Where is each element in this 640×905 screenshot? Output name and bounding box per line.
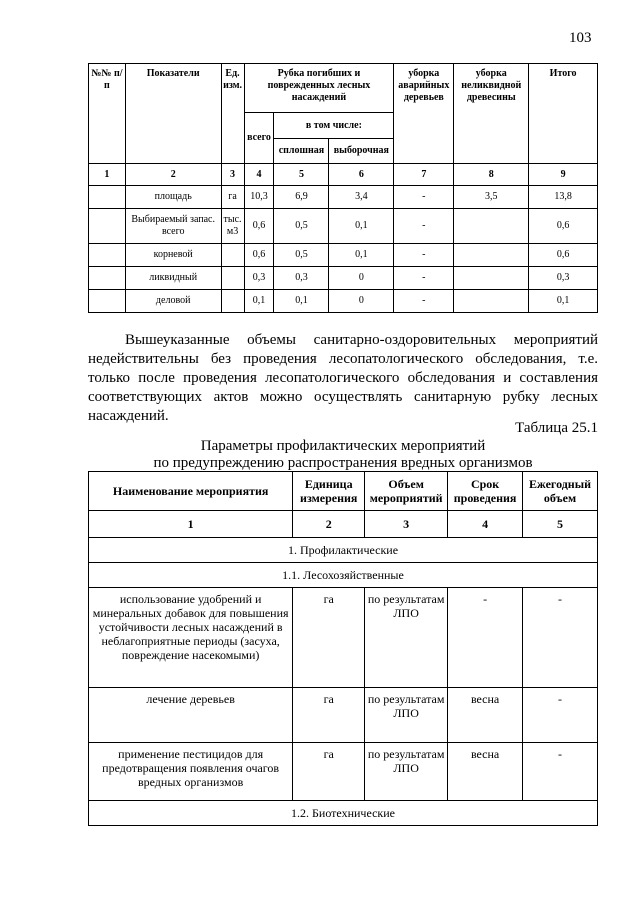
table-row (89, 743, 598, 801)
col-num: 1 (89, 164, 126, 186)
header-selective: выборочная (329, 139, 394, 164)
header-felling: Рубка погибших и поврежденных лесных насаждений (244, 64, 394, 113)
table-cell: 0 (329, 290, 394, 313)
header-clear: сплошная (274, 139, 329, 164)
table-cell: 0,3 (244, 267, 274, 290)
table-cell: весна (448, 688, 523, 743)
table-cell: по результатам ЛПО (365, 743, 448, 801)
column-numbers-row (89, 164, 598, 186)
paragraph-text: Вышеуказанные объемы санитарно-оздоровительных мероприятий недействительны без проведения лесопатологического обследования, т.е. только после проведения лесопатологического обследования и составления соответствующих актов можно осуществлять санитарную рубку лесных насаждений. (88, 332, 598, 424)
table-row (89, 209, 598, 244)
table-cell (454, 244, 529, 267)
table-cell (221, 244, 244, 267)
table-cell (221, 267, 244, 290)
subsection-title: 1.1. Лесохозяйственные (89, 563, 598, 588)
subsection-row (89, 801, 598, 826)
table-cell: деловой (125, 290, 221, 313)
table-cell: 6,9 (274, 186, 329, 209)
header-measure: Наименование мероприятия (89, 472, 293, 511)
header-unit: Единица измерения (293, 472, 365, 511)
felling-volumes-table (88, 63, 598, 313)
header-unit: Ед. изм. (221, 64, 244, 164)
subsection-title: 1.2. Биотехнические (89, 801, 598, 826)
table-row (89, 244, 598, 267)
table-row (89, 267, 598, 290)
table-cell: площадь (125, 186, 221, 209)
col-num: 1 (89, 511, 293, 538)
table-cell: 0,1 (244, 290, 274, 313)
col-num: 4 (244, 164, 274, 186)
header-nonliquid: уборка неликвидной древесины (454, 64, 529, 164)
table-cell: 10,3 (244, 186, 274, 209)
table-cell (89, 209, 126, 244)
table-cell: 3,4 (329, 186, 394, 209)
table-row (89, 186, 598, 209)
col-num: 4 (448, 511, 523, 538)
table-cell: по результатам ЛПО (365, 588, 448, 688)
header-total-all: всего (244, 113, 274, 164)
table-cell (454, 290, 529, 313)
table-cell: 0,6 (244, 209, 274, 244)
table-cell: - (394, 267, 454, 290)
table-cell: 0,6 (244, 244, 274, 267)
header-incl: в том числе: (274, 113, 394, 139)
table-cell: 0,1 (329, 244, 394, 267)
table-row (89, 688, 598, 743)
table-cell: применение пестицидов для предотвращения появления очагов вредных организмов (89, 743, 293, 801)
table-cell: Выбираемый запас. всего (125, 209, 221, 244)
table-cell: 0,5 (274, 209, 329, 244)
subsection-row (89, 563, 598, 588)
col-num: 8 (454, 164, 529, 186)
table-cell: - (523, 743, 598, 801)
table-cell: 0,1 (274, 290, 329, 313)
table-cell: 0,1 (529, 290, 598, 313)
table-cell: - (394, 209, 454, 244)
col-num: 9 (529, 164, 598, 186)
table-cell: - (448, 588, 523, 688)
col-num: 3 (365, 511, 448, 538)
table-cell: тыс. м3 (221, 209, 244, 244)
table-cell: - (394, 244, 454, 267)
table-cell: по результатам ЛПО (365, 688, 448, 743)
table-cell: 0,6 (529, 209, 598, 244)
table-cell: 3,5 (454, 186, 529, 209)
caption-line: Параметры профилактических мероприятий (200, 438, 486, 454)
table-cell (89, 290, 126, 313)
table-cell: - (394, 186, 454, 209)
col-num: 7 (394, 164, 454, 186)
table-cell: - (523, 588, 598, 688)
caption-line: по предупреждению распространения вредных организмов (153, 455, 533, 471)
table-cell: - (394, 290, 454, 313)
header-total: Итого (529, 64, 598, 164)
table-cell: га (221, 186, 244, 209)
table-cell: 0 (329, 267, 394, 290)
table-cell (89, 186, 126, 209)
table-cell: ликвидный (125, 267, 221, 290)
table-cell (454, 209, 529, 244)
table-cell: 13,8 (529, 186, 598, 209)
table-row (89, 290, 598, 313)
col-num: 5 (523, 511, 598, 538)
table-cell (221, 290, 244, 313)
table-cell: лечение деревьев (89, 688, 293, 743)
column-numbers-row (89, 511, 598, 538)
header-volume: Объем мероприятий (365, 472, 448, 511)
table-cell: 0,5 (274, 244, 329, 267)
table-cell (89, 244, 126, 267)
section-title: 1. Профилактические (89, 538, 598, 563)
header-indicator: Показатели (125, 64, 221, 164)
col-num: 6 (329, 164, 394, 186)
col-num: 5 (274, 164, 329, 186)
table-cell: весна (448, 743, 523, 801)
table-cell: 0,3 (274, 267, 329, 290)
page-number: 103 (569, 30, 592, 46)
header-term: Срок проведения (448, 472, 523, 511)
col-num: 2 (293, 511, 365, 538)
table-label: Таблица 25.1 (515, 420, 598, 436)
body-paragraph (88, 331, 598, 426)
table-row (89, 588, 598, 688)
header-annual: Ежегодный объем (523, 472, 598, 511)
section-row (89, 538, 598, 563)
table-cell (454, 267, 529, 290)
table-cell: - (523, 688, 598, 743)
table-cell: 0,3 (529, 267, 598, 290)
table-cell: га (293, 743, 365, 801)
header-num: №№ п/п (89, 64, 126, 164)
preventive-measures-table (88, 471, 598, 826)
table-cell: 0,1 (329, 209, 394, 244)
table-cell: 0,6 (529, 244, 598, 267)
table-cell: использование удобрений и минеральных добавок для повышения устойчивости лесных насаждений в неблагоприятные периоды (засуха, повреждение насекомыми) (89, 588, 293, 688)
header-emergency: уборка аварийных деревьев (394, 64, 454, 164)
table-caption (88, 438, 598, 472)
table-cell: га (293, 588, 365, 688)
table-cell: га (293, 688, 365, 743)
col-num: 3 (221, 164, 244, 186)
table-cell: корневой (125, 244, 221, 267)
table-cell (89, 267, 126, 290)
col-num: 2 (125, 164, 221, 186)
